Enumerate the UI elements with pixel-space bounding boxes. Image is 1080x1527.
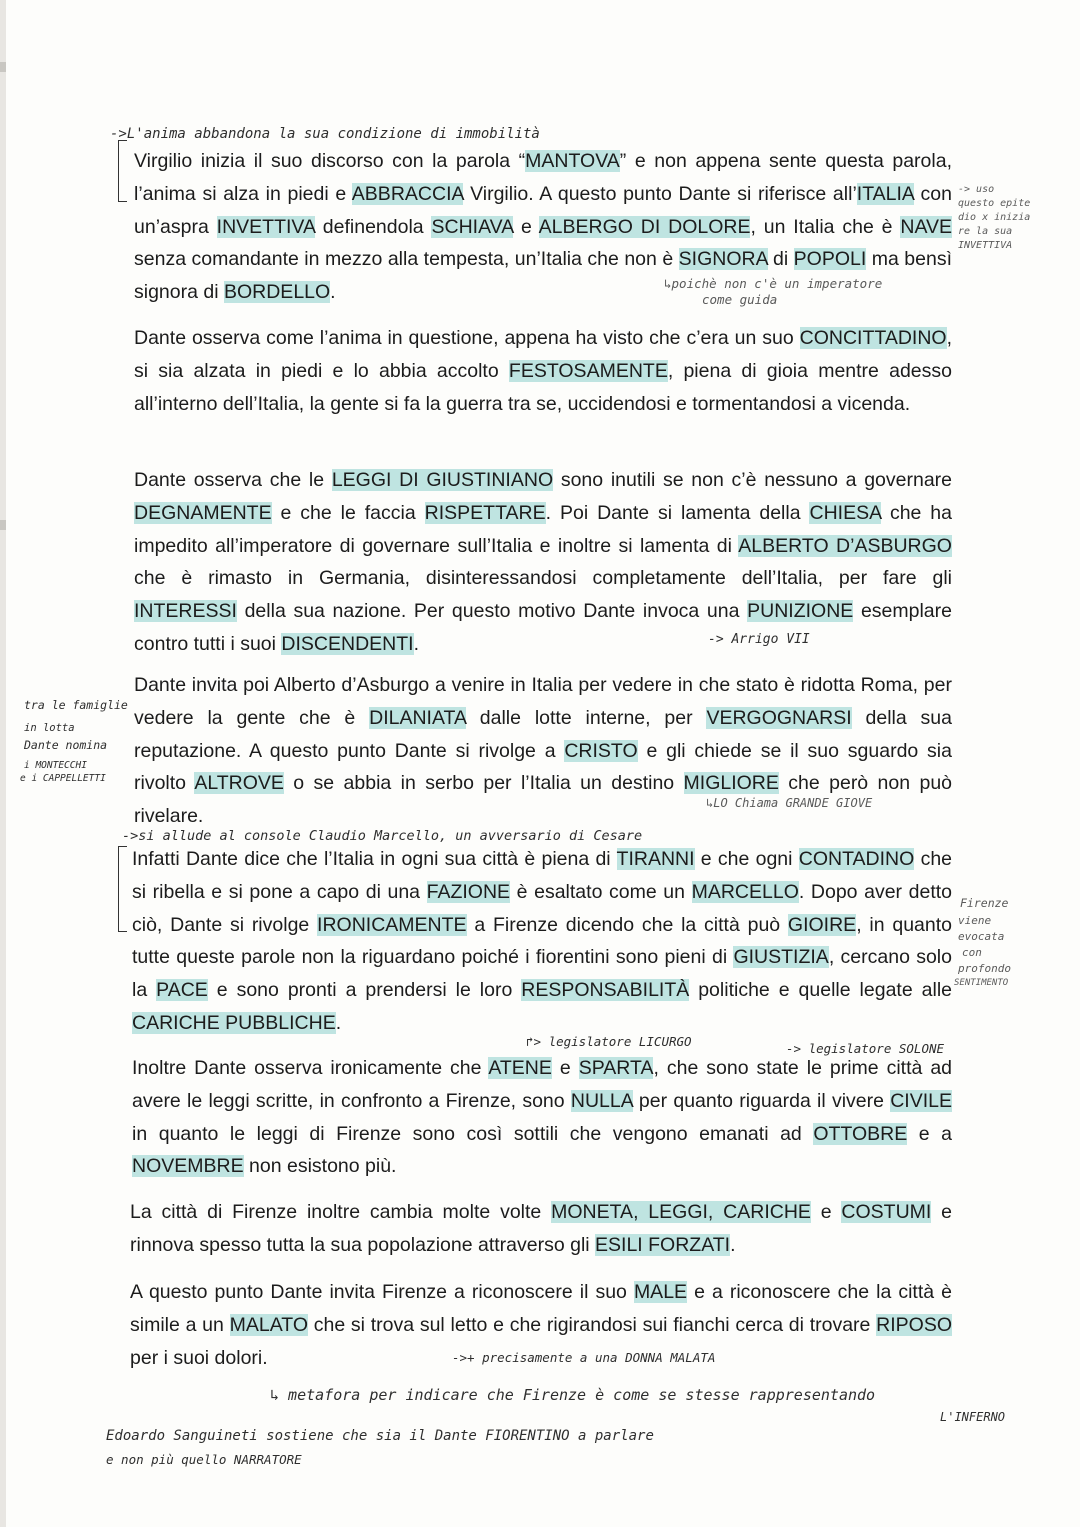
handwritten-note-giove: ↳LO Chiama GRANDE GIOVE: [706, 796, 873, 810]
paragraph-7: La città di Firenze inoltre cambia molte volte MONETA, LEGGI, CARICHE e COSTUMI e rinnova spesso tutta la sua popolazione attraverso gli ESILI FORZATI.: [130, 1201, 953, 1256]
highlight: MONETA, LEGGI, CARICHE: [551, 1201, 811, 1223]
highlight: IRONICAMENTE: [317, 913, 467, 936]
highlight: BORDELLO: [223, 281, 331, 304]
highlight: CRISTO: [564, 739, 638, 762]
handwritten-note-famiglie: tra le famiglie: [24, 698, 128, 712]
bracket-left: [118, 846, 127, 932]
highlight: ITALIA: [856, 182, 914, 205]
highlight: RIPOSO: [876, 1313, 952, 1336]
paragraph-4: Dante invita poi Alberto d’Asburgo a venire in Italia per vedere in che stato è ridotta Roma, per vedere la gente che è DILANIATA dalle lotte interne, per VERGOGNARSI della sua reputazione. A questo punto Dante si rivolge a CRISTO e gli chiede se il suo sguardo sia rivolto ALTROVE o se abbia in serbo per l’Italia un destino MIGLIORE che però non può rivelare.: [134, 674, 953, 828]
highlight: COSTUMI: [841, 1201, 932, 1223]
highlight: ESILI FORZATI: [595, 1233, 731, 1256]
highlight: ALBERGO DI DOLORE: [538, 215, 751, 238]
highlight: INVETTIVA: [216, 215, 315, 238]
paragraph-6: Inoltre Dante osserva ironicamente che ATENE e SPARTA, che sono state le prime città ad avere le leggi scritte, in confronto a Firenze, sono NULLA per quanto riguarda il vivere CIVILE in quanto le leggi di Firenze sono così sottili che vengono emanati ad OTTOBRE e a NOVEMBRE non esistono più.: [132, 1057, 953, 1178]
highlight: DEGNAMENTE: [134, 501, 272, 524]
highlight: TIRANNI: [616, 848, 695, 870]
highlight: MANTOVA: [525, 150, 620, 172]
handwritten-note-solone: -> legislatore SOLONE: [786, 1041, 945, 1056]
handwritten-note-firenze: profondo: [958, 962, 1011, 975]
paragraph-5: Infatti Dante dice che l’Italia in ogni sua città è piena di TIRANNI e che ogni CONTADINO che si ribella e si pone a capo di una FAZIONE è esaltato come un MARCELLO. Dopo aver detto ciò, Dante si rivolge IRONICAMENTE a Firenze dicendo che la città può GIOIRE, in quanto tutte queste parole non la riguardano poiché i fiorentini sono pieni di GIUSTIZIA, cercano solo la PACE e sono pronti a prendersi le loro RESPONSABILITÀ politiche e quelle legate alle CARICHE PUBBLICHE.: [132, 848, 953, 1034]
highlight: NAVE: [900, 215, 953, 238]
highlight: POPOLI: [793, 248, 867, 271]
highlight: RESPONSABILITÀ: [521, 979, 690, 1002]
highlight: DISCENDENTI: [281, 632, 414, 655]
highlight: SPARTA: [578, 1057, 654, 1079]
handwritten-note-metafora: ↳ metafora per indicare che Firenze è come se stesse rappresentando: [270, 1386, 876, 1404]
highlight: MIGLIORE: [683, 772, 779, 795]
handwritten-note-uso: questo epite: [958, 198, 1031, 209]
handwritten-note-firenze: con: [962, 946, 982, 959]
highlight: ABBRACCIA: [351, 182, 464, 205]
highlight: RISPETTARE: [424, 501, 546, 524]
highlight: FAZIONE: [426, 880, 511, 903]
highlight: FESTOSAMENTE: [508, 359, 668, 382]
paragraph-1: Virgilio inizia il suo discorso con la parola “MANTOVA” e non appena sente questa parola, l’anima si alza in piedi e ABBRACCIA Virgilio. A questo punto Dante si riferisce all’ITALIA con un’aspra INVETTIVA definendola SCHIAVA e ALBERGO DI DOLORE, un Italia che è NAVE senza comandante in mezzo alla tempesta, un’Italia che non è SIGNORA di POPOLI ma bensì signora di BORDELLO.: [134, 150, 953, 304]
handwritten-note-donna: ->+ precisamente a una DONNA MALATA: [452, 1350, 716, 1365]
highlight: ALBERTO D’ASBURGO: [738, 534, 952, 557]
highlight: GIUSTIZIA: [733, 946, 829, 969]
highlight: CARICHE PUBBLICHE: [132, 1011, 336, 1034]
highlight: CHIESA: [809, 501, 882, 524]
handwritten-note-uso: re la sua: [958, 226, 1013, 237]
handwritten-note-famiglie: Dante nomina: [24, 738, 108, 752]
highlight: VERGOGNARSI: [706, 706, 852, 729]
handwritten-note-firenze: Firenze: [960, 896, 1009, 910]
highlight: CIVILE: [890, 1089, 952, 1112]
highlight: OTTOBRE: [813, 1122, 908, 1145]
bracket-left: [118, 140, 127, 202]
handwritten-note-marcello: ->si allude al console Claudio Marcello, un avversario di Cesare: [122, 828, 643, 844]
highlight: MALATO: [229, 1313, 308, 1336]
edge-mark: [0, 520, 6, 530]
handwritten-note-famiglie: e i CAPPELLETTI: [20, 773, 106, 784]
highlight: MARCELLO: [691, 880, 799, 903]
handwritten-note-firenze: evocata: [958, 930, 1005, 943]
paragraph-3: Dante osserva che le LEGGI DI GIUSTINIANO sono inutili se non c’è nessuno a governare DEGNAMENTE e che le faccia RISPETTARE. Poi Dante si lamenta della CHIESA che ha impedito all’imperatore di governare sull’Italia e inoltre si lamenta di ALBERTO D’ASBURGO che è rimasto in Germania, disinteressandosi completamente dell’Italia, per fare gli INTERESSI della sua nazione. Per questo motivo Dante invoca una PUNIZIONE esemplare contro tutti i suoi DISCENDENTI.: [134, 469, 953, 655]
handwritten-note-famiglie: i MONTECCHI: [24, 760, 87, 771]
handwritten-note-firenze: viene: [958, 914, 992, 927]
highlight: CONTADINO: [798, 848, 915, 870]
highlight: PUNIZIONE: [747, 600, 854, 623]
handwritten-note-uso: INVETTIVA: [958, 240, 1013, 251]
handwritten-note-arrigo: -> Arrigo VII: [708, 632, 810, 647]
highlight: SCHIAVA: [431, 215, 514, 238]
handwritten-note-imperatore: come guida: [702, 292, 778, 307]
highlight: SIGNORA: [678, 248, 768, 271]
highlight: ATENE: [488, 1057, 552, 1079]
paragraph-8: A questo punto Dante invita Firenze a riconoscere il suo MALE e a riconoscere che la città è simile a un MALATO che si trova sul letto e che rigirandosi sui fianchi cerca di trovare RIPOSO per i suoi dolori.: [130, 1281, 952, 1369]
handwritten-note-anima: ->L'anima abbandona la sua condizione di immobilità: [110, 126, 540, 142]
handwritten-note-imperatore: ↳poichè non c'è un imperatore: [664, 276, 883, 291]
edge-mark: [0, 62, 6, 72]
highlight: DILANIATA: [369, 706, 466, 729]
handwritten-note-licurgo: ↱> legislatore LICURGO: [526, 1034, 692, 1049]
handwritten-note-sanguineti: e non più quello NARRATORE: [106, 1452, 302, 1467]
highlight: GIOIRE: [787, 913, 857, 936]
handwritten-note-uso: dio x inizia: [958, 212, 1031, 223]
handwritten-note-sanguineti: Edoardo Sanguineti sostiene che sia il Dante FIORENTINO a parlare: [106, 1428, 654, 1444]
handwritten-note-famiglie: in lotta: [24, 722, 75, 734]
highlight: LEGGI DI GIUSTINIANO: [331, 469, 554, 491]
highlight: ALTROVE: [194, 772, 284, 795]
highlight: MALE: [633, 1281, 688, 1303]
highlight: PACE: [156, 979, 208, 1002]
handwritten-note-inferno: L'INFERNO: [940, 1410, 1006, 1424]
highlight: CONCITTADINO: [799, 327, 947, 349]
highlight: INTERESSI: [134, 600, 237, 623]
paragraph-2: Dante osserva come l’anima in questione, appena ha visto che c’era un suo CONCITTADINO, si sia alzata in piedi e lo abbia accolto FESTOSAMENTE, piena di gioia mentre adesso all’interno dell’Italia, la gente si fa la guerra tra se, uccidendosi e tormentandosi a vicenda.: [134, 327, 952, 415]
highlight: NULLA: [570, 1089, 633, 1112]
handwritten-note-firenze: SENTIMENTO: [954, 978, 1009, 988]
highlight: NOVEMBRE: [132, 1155, 244, 1178]
handwritten-note-uso: -> uso: [958, 184, 995, 195]
page-edge: [0, 0, 6, 1527]
